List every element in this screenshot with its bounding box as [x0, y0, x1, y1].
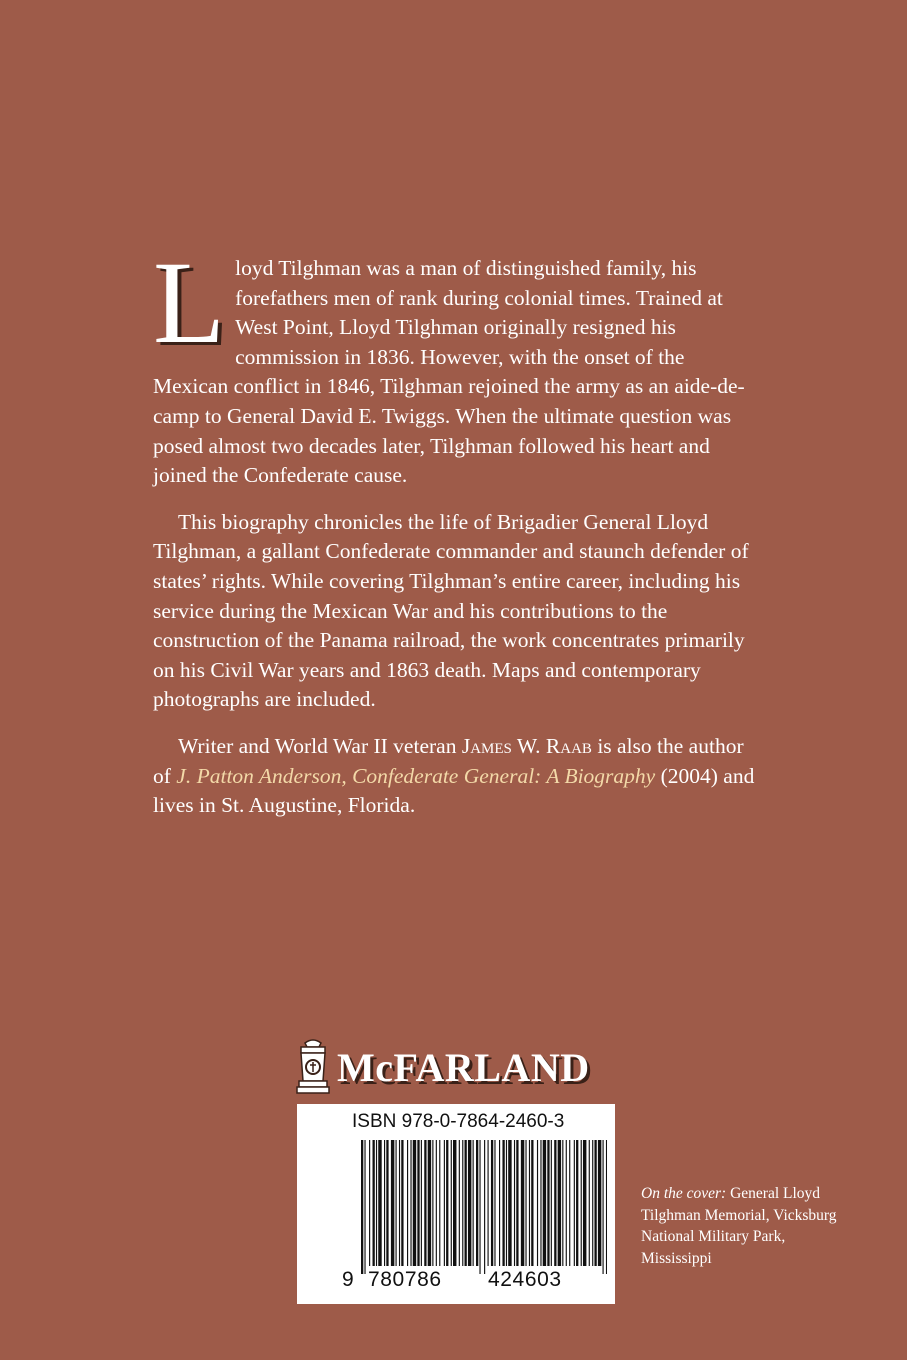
para3-before: Writer and World War II veteran [178, 733, 462, 758]
cover-caption [641, 1183, 841, 1269]
publisher-logo [293, 1039, 613, 1095]
barcode-digits-left: 780786 [368, 1268, 442, 1291]
publisher-name: McFARLAND [337, 1044, 590, 1090]
paragraph-3 [153, 732, 763, 821]
cover-caption-text: General Lloyd Tilghman Memorial, Vicksburg National Military Park, Mississippi [641, 1185, 837, 1267]
paragraph-1 [153, 237, 763, 491]
para3-mid: is also the author of [153, 733, 744, 788]
barcode-bars [361, 1140, 607, 1274]
barcode-digit-lead: 9 [342, 1268, 354, 1291]
paragraph-1-text: loyd Tilghman was a man of distinguished family, his forefathers men of rank during colonial times. Trained at West Point, Lloyd Tilghman originally resigned his commission in 1836. However, with the onset of the Mexican conflict in 1846, Tilghman rejoined the army as an aide-de-camp to General David E. Twiggs. When the ultimate question was posed almost two decades later, Tilghman followed his heart and joined the Confederate cause. [153, 256, 745, 488]
barcode-digits-right: 424603 [488, 1268, 562, 1291]
paragraph-2: This biography chronicles the life of Brigadier General Lloyd Tilghman, a gallant Confederate commander and staunch defender of states’ rights. While covering Tilghman’s entire career, including his service during the Mexican War and his contributions to the construction of the Panama railroad, the work concentrates primarily on his Civil War years and 1863 death. Maps and contemporary photographs are included. [153, 509, 749, 712]
cover-caption-label: On the cover: [641, 1185, 727, 1202]
description-text [153, 237, 763, 838]
para3-after: (2004) and lives in St. Augustine, Florida. [153, 763, 755, 818]
other-book-title: J. Patton Anderson, Confederate General: A Biography [176, 763, 656, 788]
isbn-label: ISBN 978-0-7864-2460-3 [352, 1111, 565, 1132]
lantern-icon [293, 1039, 333, 1095]
author-name: James W. Raab [461, 733, 592, 758]
drop-cap: L [153, 237, 226, 368]
